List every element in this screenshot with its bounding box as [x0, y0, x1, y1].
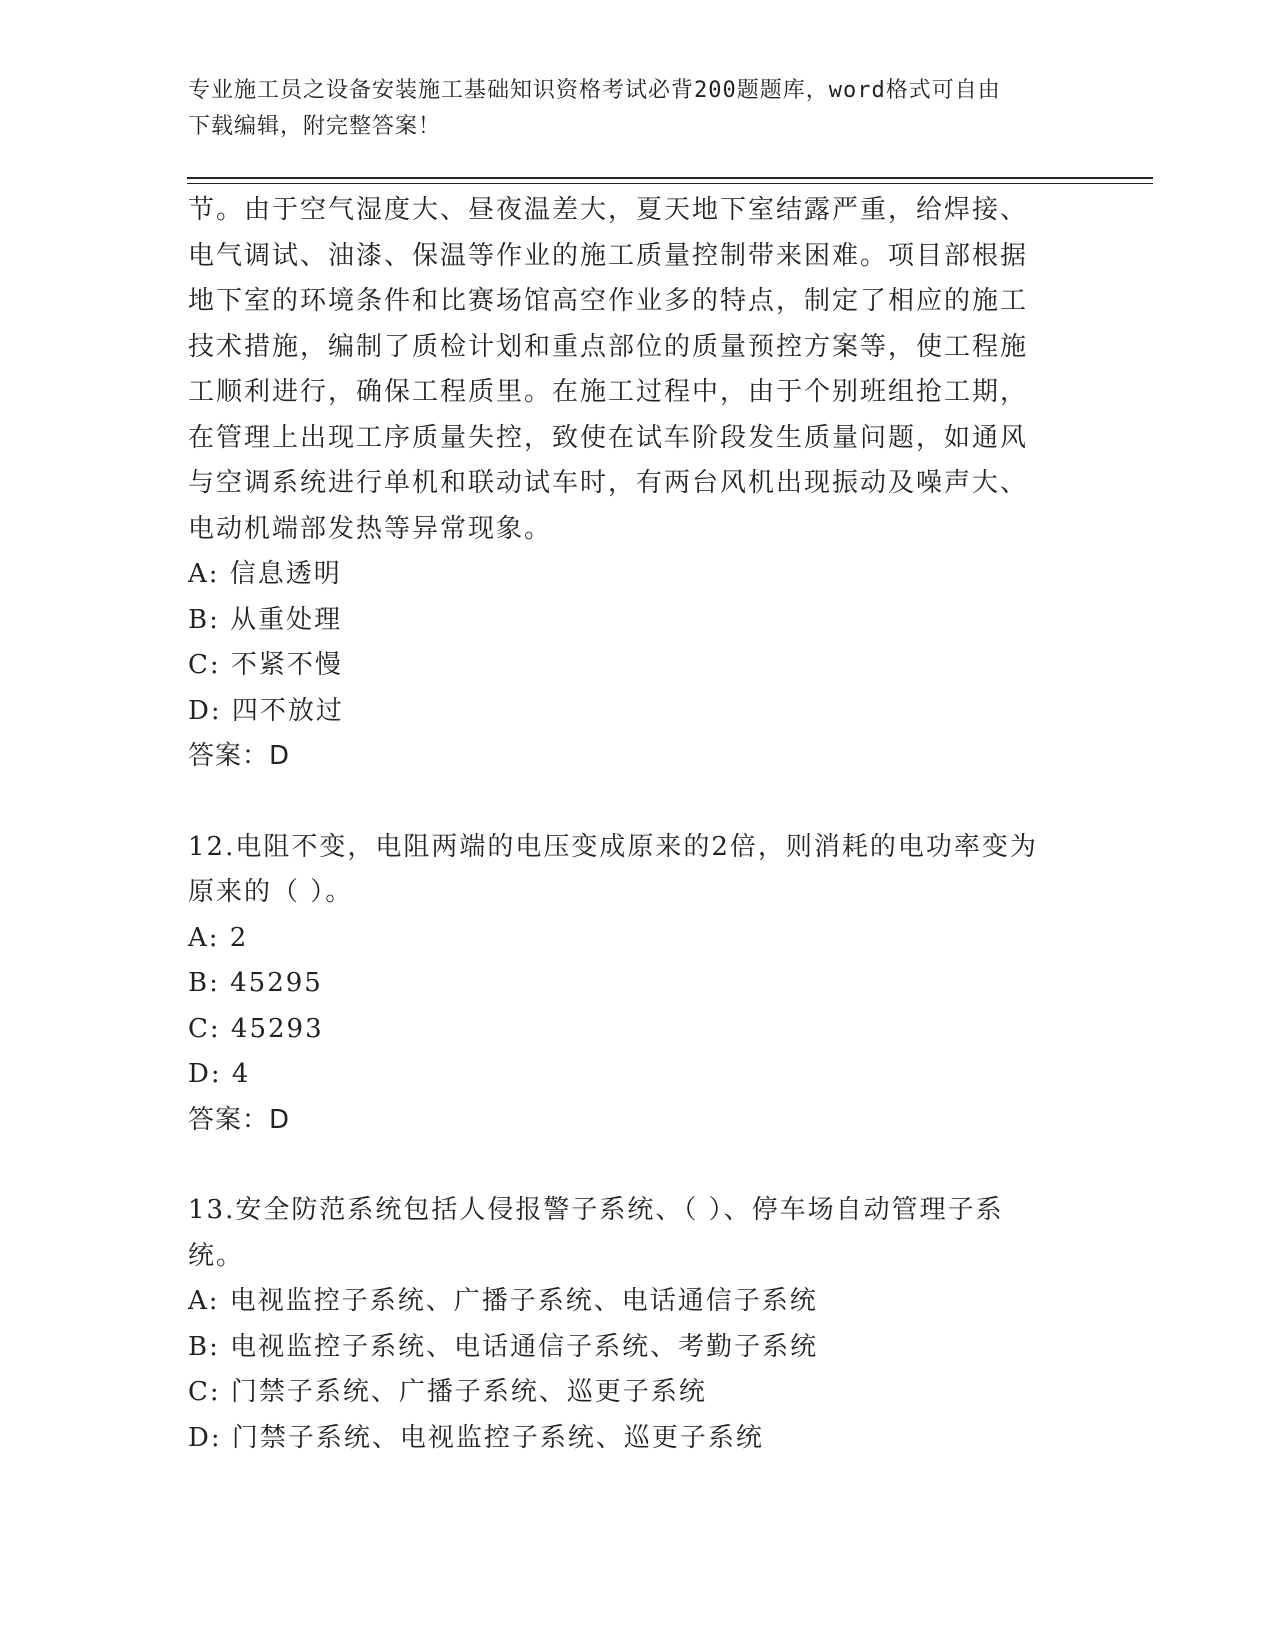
question-text-line: 12.电阻不变，电阻两端的电压变成原来的2倍，则消耗的电功率变为 — [188, 831, 1038, 862]
question-text-line: 节。由于空气湿度大、昼夜温差大，夏天地下室结露严重，给焊接、 — [188, 195, 1029, 225]
header-line-1: 专业施工员之设备安装施工基础知识资格考试必背200题题库，word格式可自由 — [188, 78, 1001, 103]
spacer — [188, 1143, 1088, 1188]
header-line-2: 下载编辑，附完整答案！ — [188, 114, 442, 139]
answer-line: 答案：D — [188, 741, 291, 771]
answer-line: 答案：D — [188, 1104, 291, 1135]
question-12 — [188, 825, 1088, 1144]
question-text-line: 在管理上出现工序质量失控，致使在试车阶段发生质量问题，如通风 — [188, 422, 1029, 453]
spacer — [188, 780, 1088, 825]
question-text-line: 与空调系统进行单机和联动试车时，有两台风机出现振动及噪声大、 — [188, 468, 1029, 498]
document-header — [188, 73, 1068, 145]
document-body — [188, 188, 1088, 1461]
question-text-line: 13.安全防范系统包括人侵报警子系统、（ ）、停车场自动管理子系 — [188, 1195, 1004, 1225]
option-d: D: 门禁子系统、电视监控子系统、巡更子系统 — [188, 1422, 764, 1453]
question-text-line: 统。 — [188, 1240, 245, 1271]
option-d: D: 4 — [188, 1059, 251, 1089]
header-rule-thin — [187, 183, 1153, 184]
question-text-line: 电气调试、油漆、保温等作业的施工质量控制带来困难。项目部根据 — [188, 240, 1029, 271]
question-text-line: 原来的（ ）。 — [188, 877, 354, 907]
question-text-line: 工顺利进行，确保工程质里。在施工过程中，由于个别班组抢工期， — [188, 377, 1029, 407]
question-text-line: 地下室的环境条件和比赛场馆高空作业多的特点，制定了相应的施工 — [188, 286, 1029, 316]
option-b: B: 电视监控子系统、电话通信子系统、考勤子系统 — [188, 1331, 819, 1362]
option-d: D: 四不放过 — [188, 695, 344, 726]
question-text-line: 电动机端部发热等异常现象。 — [188, 513, 553, 544]
option-c: C: 门禁子系统、广播子系统、巡更子系统 — [188, 1377, 707, 1407]
option-b: B: 从重处理 — [188, 604, 343, 635]
header-rule-thick — [187, 177, 1153, 179]
question-text-line: 技术措施，编制了质检计划和重点部位的质量预控方案等，使工程施 — [188, 331, 1029, 362]
option-b: B: 45295 — [188, 968, 323, 998]
question-13 — [188, 1188, 1088, 1461]
option-a: A: 2 — [188, 922, 249, 953]
option-a: A: 信息透明 — [188, 559, 342, 589]
question-11-continued — [188, 188, 1088, 780]
option-a: A: 电视监控子系统、广播子系统、电话通信子系统 — [188, 1286, 818, 1316]
option-c: C: 45293 — [188, 1013, 324, 1044]
option-c: C: 不紧不慢 — [188, 650, 343, 680]
